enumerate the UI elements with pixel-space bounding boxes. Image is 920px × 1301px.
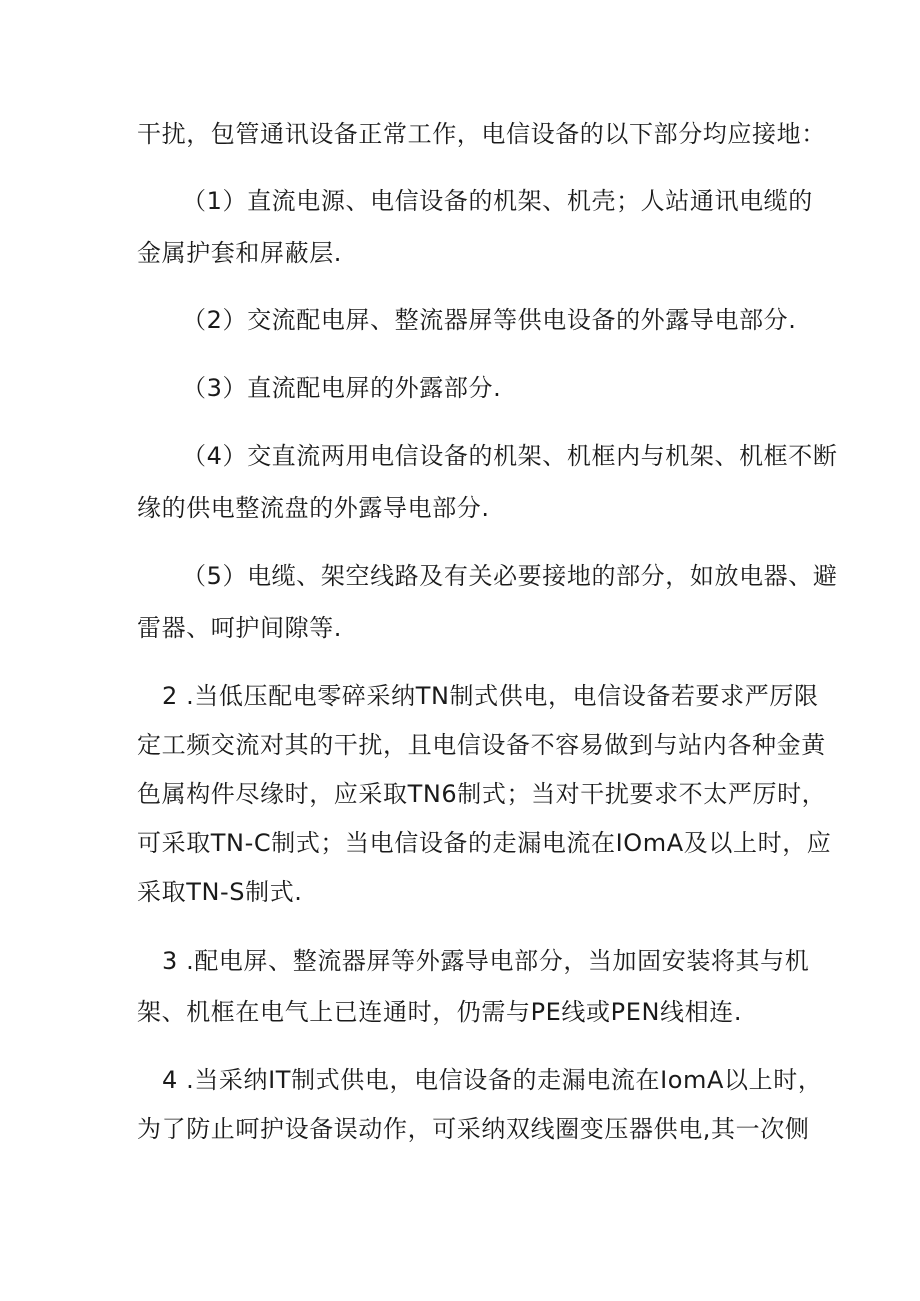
list-item-1-line-1: （1）直流电源、电信设备的机架、机壳；人站通讯电缆的 [182,187,813,215]
section-2-line-4: 可采取TN-C制式；当电信设备的走漏电流在IOmA及以上时，应 [137,829,832,857]
section-3-line-2: 架、机框在电气上已连通时，仍需与PE线或PEN线相连. [137,998,743,1026]
section-4-line-2: 为了防止呵护设备误动作，可采纳双线圈变压器供电,其一次侧 [137,1115,810,1143]
list-item-5-line-1: （5）电缆、架空线路及有关必要接地的部分，如放电器、避 [182,562,838,590]
section-2-line-5: 采取TN-S制式. [137,878,303,906]
list-item-1-line-2: 金属护套和屏蔽层. [137,239,343,267]
section-2-line-1: 2 .当低压配电零碎采纳TN制式供电，电信设备若要求严厉限 [162,682,819,710]
section-2-line-2: 定工频交流对其的干扰，且电信设备不容易做到与站内各种金黄 [137,731,826,759]
list-item-4-line-1: （4）交直流两用电信设备的机架、机框内与机架、机框不断 [182,442,838,470]
section-2-line-3: 色属构件尽缘时，应采取TN6制式；当对干扰要求不太严厉时， [137,780,827,808]
section-4-line-1: 4 .当采纳IT制式供电，电信设备的走漏电流在IomA以上时， [162,1066,823,1094]
list-item-3: （3）直流配电屏的外露部分. [182,374,502,402]
text-line: 干扰，包管通讯设备正常工作，电信设备的以下部分均应接地： [137,120,826,148]
section-3-line-1: 3 .配电屏、整流器屏等外露导电部分，当加固安装将其与机 [162,947,810,975]
list-item-4-line-2: 缘的供电整流盘的外露导电部分. [137,494,490,522]
list-item-5-line-2: 雷器、呵护间隙等. [137,614,343,642]
list-item-2: （2）交流配电屏、整流器屏等供电设备的外露导电部分. [182,306,797,334]
